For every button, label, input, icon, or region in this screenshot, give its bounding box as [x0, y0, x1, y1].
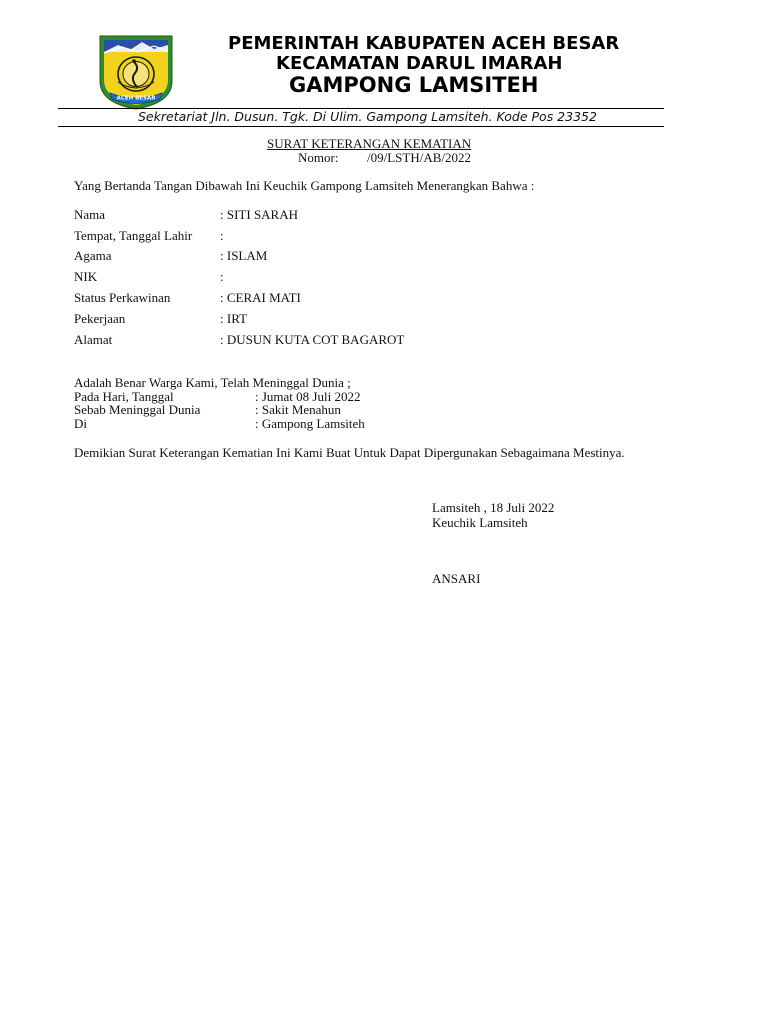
closing-paragraph: Demikian Surat Keterangan Kematian Ini Kami Buat Untuk Dapat Dipergunakan Sebagaimana Mestinya.	[74, 445, 625, 460]
svg-text:ACEH BESAR: ACEH BESAR	[116, 95, 156, 102]
field-marital-value: : CERAI MATI	[220, 290, 301, 305]
field-birth-label: Tempat, Tanggal Lahir	[74, 228, 193, 243]
signature-name: ANSARI	[432, 571, 481, 586]
field-nik-label: NIK	[74, 269, 98, 284]
death-day-value: : Jumat 08 Juli 2022	[255, 389, 361, 404]
district-logo	[94, 33, 178, 111]
signature-position: Keuchik Lamsiteh	[432, 515, 528, 530]
field-occupation-value: : IRT	[220, 311, 248, 326]
field-nik-value: :	[220, 269, 224, 284]
field-name-label: Nama	[74, 207, 106, 222]
death-cause-label: Sebab Meninggal Dunia	[74, 402, 201, 417]
signature-place-date: Lamsiteh , 18 Juli 2022	[432, 500, 555, 515]
field-address-value: : DUSUN KUTA COT BAGAROT	[220, 332, 405, 347]
header-district: KECAMATAN DARUL IMARAH	[276, 53, 563, 74]
field-religion-value: : ISLAM	[220, 248, 268, 263]
field-name-value: : SITI SARAH	[220, 207, 299, 222]
header-rule-bottom	[58, 126, 664, 127]
death-statement: Adalah Benar Warga Kami, Telah Meninggal Dunia ;	[74, 375, 351, 390]
field-marital-label: Status Perkawinan	[74, 290, 171, 305]
field-address-label: Alamat	[74, 332, 113, 347]
document-title: SURAT KETERANGAN KEMATIAN	[267, 136, 472, 151]
field-religion-label: Agama	[74, 248, 112, 263]
header-government: PEMERINTAH KABUPATEN ACEH BESAR	[228, 33, 620, 54]
death-place-value: : Gampong Lamsiteh	[255, 416, 365, 431]
death-place-label: Di	[74, 416, 87, 431]
field-birth-value: :	[220, 228, 224, 243]
death-day-label: Pada Hari, Tanggal	[74, 389, 174, 404]
aceh-besar-emblem-icon	[94, 33, 178, 111]
document-number: /09/LSTH/AB/2022	[367, 150, 472, 165]
header-village: GAMPONG LAMSITEH	[289, 73, 539, 97]
death-cause-value: : Sakit Menahun	[255, 402, 341, 417]
document-number-label: Nomor:	[298, 150, 339, 165]
intro-text: Yang Bertanda Tangan Dibawah Ini Keuchik Gampong Lamsiteh Menerangkan Bahwa :	[74, 178, 535, 193]
field-occupation-label: Pekerjaan	[74, 311, 126, 326]
header-address: Sekretariat Jln. Dusun. Tgk. Di Ulim. Gampong Lamsiteh. Kode Pos 23352	[138, 109, 597, 124]
